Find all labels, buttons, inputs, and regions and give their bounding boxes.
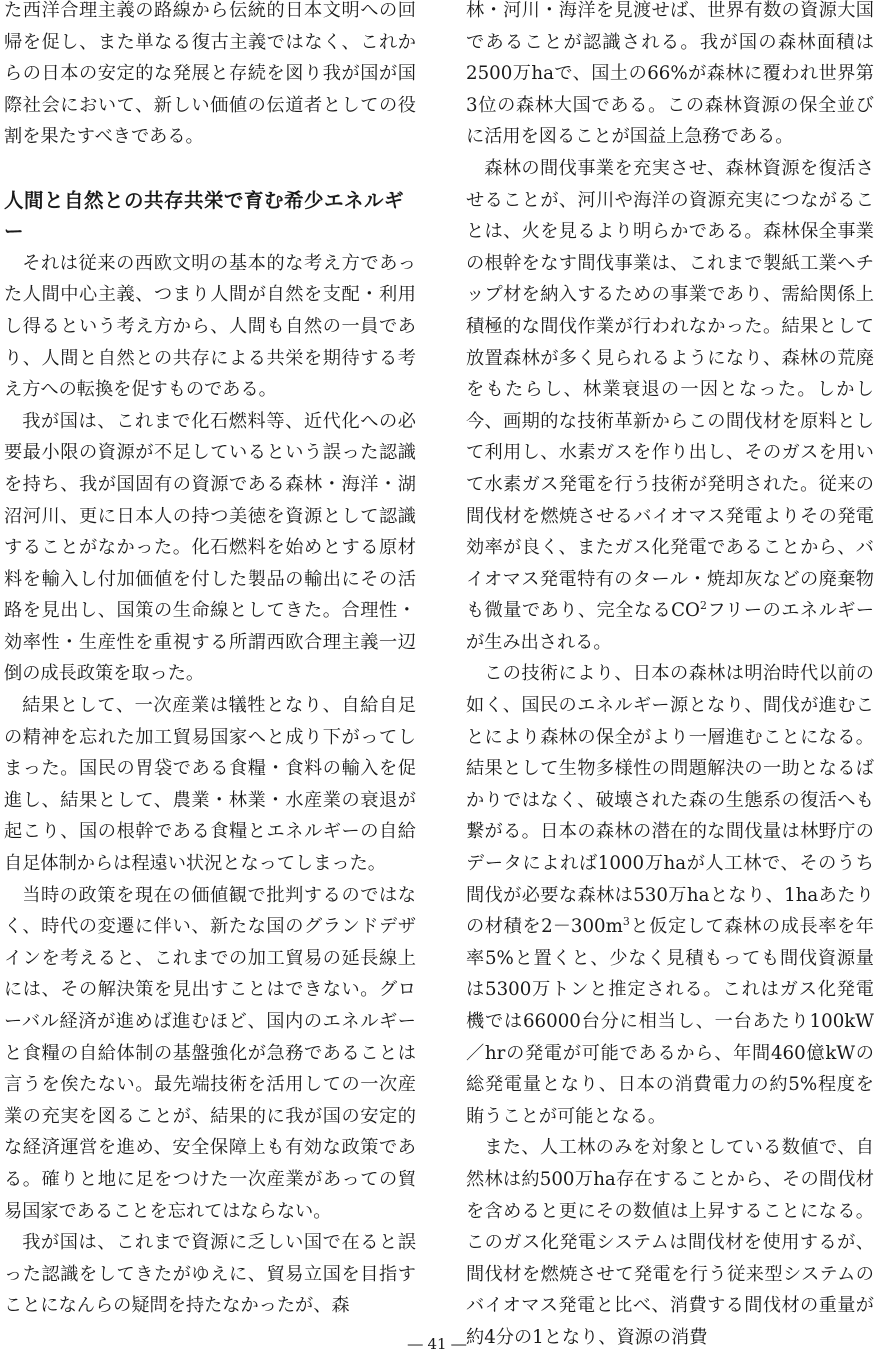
paragraph: た西洋合理主義の路線から伝統的日本文明への回帰を促し、また単なる復古主義ではなく、これからの日本の安定的な発展と存続を図り我が国が国際社会において、新しい価値の伝道者としての役割を果たすべきである。 [4,0,416,148]
paragraph-text: 森林の間伐事業を充実させ、森林資源を復活させることが、河川や海洋の資源充実につながることは、火を見るより明らかである。森林保全事業の根幹をなす間伐事業は、これまで製紙工業へチップ材を納入するための事業であり、需給関係上積極的な間伐作業が行われなかった。結果として放置森林が多く見られるようになり、森林の荒廃をもたらし、林業衰退の一因となった。しかし今、画期的な技術革新からこの間伐材を原料として利用し、水素ガスを作り出し、そのガスを用いて水素ガス発電を行う技術が発明された。従来の間伐材を燃焼させるバイオマス発電よりその発電効率が良く、またガス化発電であることから、バイオマス発電特有のタール・焼却灰などの廃棄物も微量であり、完全なるCO [466,157,874,622]
section-heading: 人間と自然との共存共栄で育む希少エネルギー [4,188,405,244]
paragraph: 我が国は、これまで化石燃料等、近代化への必要最小限の資源が不足しているという誤った認識を持ち、我が国固有の資源である森林・海洋・湖沼河川、更に日本人の持つ美徳を資源として認識することがなかった。化石燃料を始めとする原材料を輸入し付加価値を付した製品の輸出にその活路を見出し、国策の生命線としてきた。合理性・効率性・生産性を重視する所謂西欧合理主義一辺倒の成長政策を取った。 [4,410,416,685]
paragraph-text: フリーのエネルギーが生み出される。 [466,600,874,653]
paragraph [466,153,874,659]
paragraph: 我が国は、これまで資源に乏しい国で在ると誤った認識をしてきたがゆえに、貿易立国を目指すことになんらの疑問を持たなかったが、森 [4,1232,416,1317]
right-column [466,0,874,1354]
superscript: 3 [622,915,630,929]
superscript: 2 [699,599,707,613]
paragraph: それは従来の西欧文明の基本的な考え方であった人間中心主義、つまり人間が自然を支配・利用し得るという考え方から、人間も自然の一員であり、人間と自然との共存による共栄を期待する考え方への転換を促すものである。 [4,252,416,401]
paragraph: 林・河川・海洋を見渡せば、世界有数の資源大国であることが認識される。我が国の森林面積は2500万haで、国土の66%が森林に覆われ世界第3位の森林大国である。この森林資源の保全並びに活用を図ることが国益上急務である。 [466,0,874,148]
paragraph-text: と仮定して森林の成長率を年率5%と置くと、少なく見積もっても間伐資源量は5300万トンと推定される。これはガス化発電機では66000台分に相当し、一台あたり100kW／hrの発電が可能であるから、年間460億kWの総発電量となり、日本の消費電力の約5%程度を賄うことが可能となる。 [466,916,874,1127]
left-column [4,0,416,1322]
page-number: ― 41 ― [407,1335,467,1353]
paragraph-text: この技術により、日本の森林は明治時代以前の如く、国民のエネルギー源となり、間伐が進むことにより森林の保全がより一層進むことになる。結果として生物多様性の問題解決の一助となるばかりではなく、破壊された森の生態系の復活へも繋がる。日本の森林の潜在的な間伐量は林野庁のデータによれば1000万haが人工林で、そのうち間伐が必要な森林は530万haとなり、1haあたりの材積を2－300m [466,663,874,938]
paragraph: 当時の政策を現在の価値観で批判するのではなく、時代の変遷に伴い、新たな国のグランドデザインを考えると、これまでの加工貿易の延長線上には、その解決策を見出すことはできない。グローバル経済が進めば進むほど、国内のエネルギーと食糧の自給体制の基盤強化が急務であることは言うを俟たない。最先端技術を活用しての一次産業の充実を図ることが、結果的に我が国の安定的な経済運営を進め、安全保障上も有効な政策である。確りと地に足をつけた一次産業があっての貿易国家であることを忘れてはならない。 [4,884,416,1222]
paragraph: また、人工林のみを対象としている数値で、自然林は約500万ha存在することから、その間伐材を含めると更にその数値は上昇することになる。このガス化発電システムは間伐材を使用するが、間伐材を燃焼させて発電を行う従来型システムのバイオマス発電と比べ、消費する間伐材の重量が約4分の1となり、資源の消費 [466,1137,874,1348]
paragraph: 結果として、一次産業は犠牲となり、自給自足の精神を忘れた加工貿易国家へと成り下がってしまった。国民の胃袋である食糧・食料の輸入を促進し、結果として、農業・林業・水産業の衰退が起こり、国の根幹である食糧とエネルギーの自給自足体制からは程遠い状況となってしまった。 [4,695,416,875]
paragraph [466,658,874,1132]
